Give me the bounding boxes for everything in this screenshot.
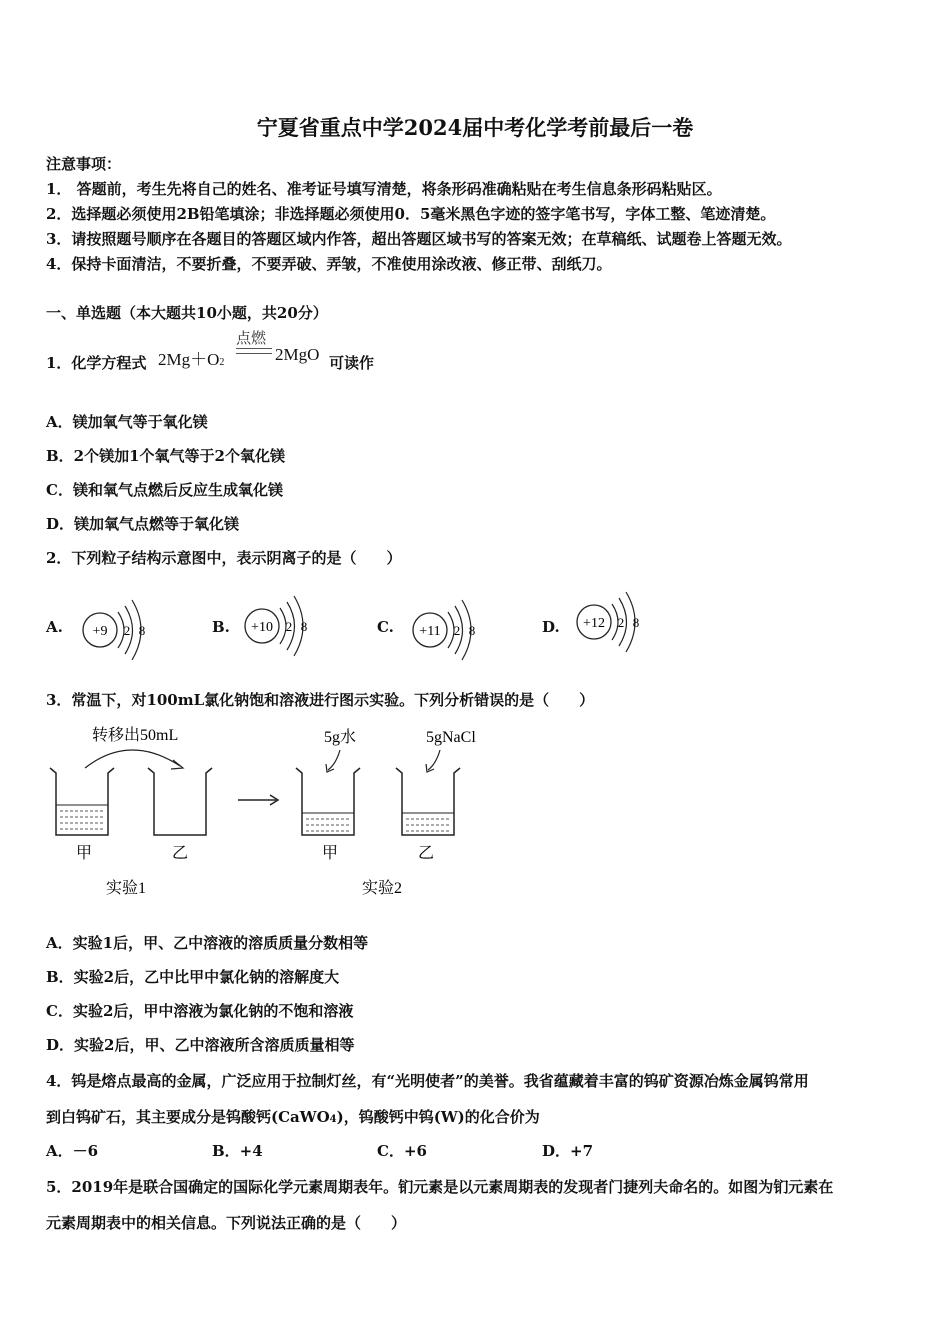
shell-electrons-1: 2 bbox=[617, 615, 625, 630]
q5-stem-line2: 元素周期表中的相关信息。下列说法正确的是（ ） bbox=[46, 1214, 407, 1232]
q3-option-a[interactable]: A．实验1后，甲、乙中溶液的溶质质量分数相等 bbox=[46, 934, 369, 952]
shell-electrons-1: 2 bbox=[285, 619, 293, 634]
q2-stem: 2．下列粒子结构示意图中，表示阴离子的是（ ） bbox=[46, 549, 402, 567]
label-jia-2: 甲 bbox=[322, 845, 339, 862]
section-heading: 一、单选题（本大题共10小题，共20分） bbox=[46, 304, 328, 322]
shell-electrons-2: 8 bbox=[138, 623, 146, 638]
beaker-yi-1 bbox=[148, 768, 212, 835]
q4-stem-line2: 到白钨矿石，其主要成分是钨酸钙(CaWO4)，钨酸钙中钨(W)的化合价为 bbox=[46, 1108, 540, 1126]
notice-item-2: 2．选择题必须使用2B铅笔填涂；非选择题必须使用0．5毫米黑色字迹的签字笔书写，字体工整、笔迹清楚。 bbox=[46, 205, 776, 223]
transfer-label: 转移出50mL bbox=[92, 727, 179, 744]
notice-item-3: 3．请按照题号顺序在各题目的答题区域内作答，超出答题区域书写的答案无效；在草稿纸、试题卷上答题无效。 bbox=[46, 230, 792, 248]
q3-option-d[interactable]: D．实验2后，甲、乙中溶液所含溶质质量相等 bbox=[46, 1036, 355, 1054]
label-jia-1: 甲 bbox=[76, 845, 93, 862]
q4-option-a[interactable]: A．－6 bbox=[46, 1142, 99, 1160]
q2-option-b-atom-diagram[interactable] bbox=[240, 586, 320, 666]
q1-option-d[interactable]: D．镁加氧气点燃等于氧化镁 bbox=[46, 515, 240, 533]
q1-option-a[interactable]: A．镁加氧气等于氧化镁 bbox=[46, 413, 208, 431]
q3-option-c[interactable]: C．实验2后，甲中溶液为氯化钠的不饱和溶液 bbox=[46, 1002, 354, 1020]
add-nacl-arrow bbox=[428, 750, 440, 770]
q1-option-c[interactable]: C．镁和氧气点燃后反应生成氧化镁 bbox=[46, 481, 283, 499]
q2-option-c-atom-diagram[interactable] bbox=[408, 590, 488, 670]
notice-item-1: 1． 答题前，考生先将自己的姓名、准考证号填写清楚，将条形码准确粘贴在考生信息条形码粘贴区。 bbox=[46, 180, 722, 198]
nucleus-charge: +9 bbox=[92, 624, 108, 639]
shell-electrons-2: 8 bbox=[632, 615, 640, 630]
q1-equation-right: 2MgO bbox=[275, 345, 320, 364]
q5-stem-line1: 5．2019年是联合国确定的国际化学元素周期表年。钔元素是以元素周期表的发现者门捷列夫命名的。如图为钔元素在 bbox=[46, 1178, 834, 1196]
notice-item-4: 4．保持卡面清洁，不要折叠，不要弄破、弄皱，不准使用涂改液、修正带、刮纸刀。 bbox=[46, 255, 612, 273]
beaker-yi-2 bbox=[396, 768, 460, 835]
shell-electrons-1: 2 bbox=[453, 623, 461, 638]
q1-suffix: 可读作 bbox=[329, 354, 375, 372]
q2-option-d-label[interactable]: D. bbox=[542, 618, 560, 636]
add-nacl-label: 5gNaCl bbox=[426, 729, 476, 746]
label-experiment-1: 实验1 bbox=[106, 880, 147, 897]
q1-prefix: 1．化学方程式 bbox=[46, 354, 147, 372]
nucleus-charge: +10 bbox=[251, 620, 273, 635]
label-yi-1: 乙 bbox=[172, 845, 189, 862]
q1-condition: 点燃 bbox=[236, 329, 267, 347]
shell-electrons-2: 8 bbox=[300, 619, 308, 634]
q2-option-d-atom-diagram[interactable] bbox=[572, 582, 652, 662]
nucleus-charge: +12 bbox=[583, 616, 605, 631]
q1-option-b[interactable]: B．2个镁加1个氧气等于2个氧化镁 bbox=[46, 447, 285, 465]
q3-stem: 3．常温下，对100mL氯化钠饱和溶液进行图示实验。下列分析错误的是（ ） bbox=[46, 691, 595, 709]
notice-heading: 注意事项： bbox=[46, 155, 122, 173]
nucleus-charge: +11 bbox=[419, 624, 441, 639]
label-yi-2: 乙 bbox=[418, 845, 435, 862]
q2-option-a-label[interactable]: A. bbox=[46, 618, 63, 636]
add-water-label: 5g水 bbox=[324, 729, 357, 746]
q1-equals-sign bbox=[236, 348, 272, 354]
q3-experiment-figure bbox=[40, 718, 500, 908]
q4-option-d[interactable]: D．+7 bbox=[542, 1142, 594, 1160]
q2-option-a-atom-diagram[interactable] bbox=[78, 590, 158, 670]
q4-option-c[interactable]: C．+6 bbox=[377, 1142, 427, 1160]
shell-electrons-2: 8 bbox=[468, 623, 476, 638]
q1-equation-left: 2Mg＋O2 bbox=[158, 350, 225, 369]
beaker-jia-1 bbox=[50, 768, 114, 835]
shell-electrons-1: 2 bbox=[123, 623, 131, 638]
beaker-jia-2 bbox=[296, 768, 360, 835]
add-water-arrow bbox=[328, 750, 340, 770]
q3-option-b[interactable]: B．实验2后，乙中比甲中氯化钠的溶解度大 bbox=[46, 968, 340, 986]
label-experiment-2: 实验2 bbox=[362, 880, 403, 897]
q2-option-b-label[interactable]: B. bbox=[212, 618, 230, 636]
transfer-arrow bbox=[85, 750, 180, 768]
page-title: 宁夏省重点中学2024届中考化学考前最后一卷 bbox=[256, 115, 694, 140]
q4-stem-line1: 4．钨是熔点最高的金属，广泛应用于拉制灯丝，有“光明使者”的美誉。我省蕴藏着丰富的钨矿资源冶炼金属钨常用 bbox=[46, 1072, 809, 1090]
q4-option-b[interactable]: B．+4 bbox=[212, 1142, 263, 1160]
q2-option-c-label[interactable]: C. bbox=[377, 618, 394, 636]
